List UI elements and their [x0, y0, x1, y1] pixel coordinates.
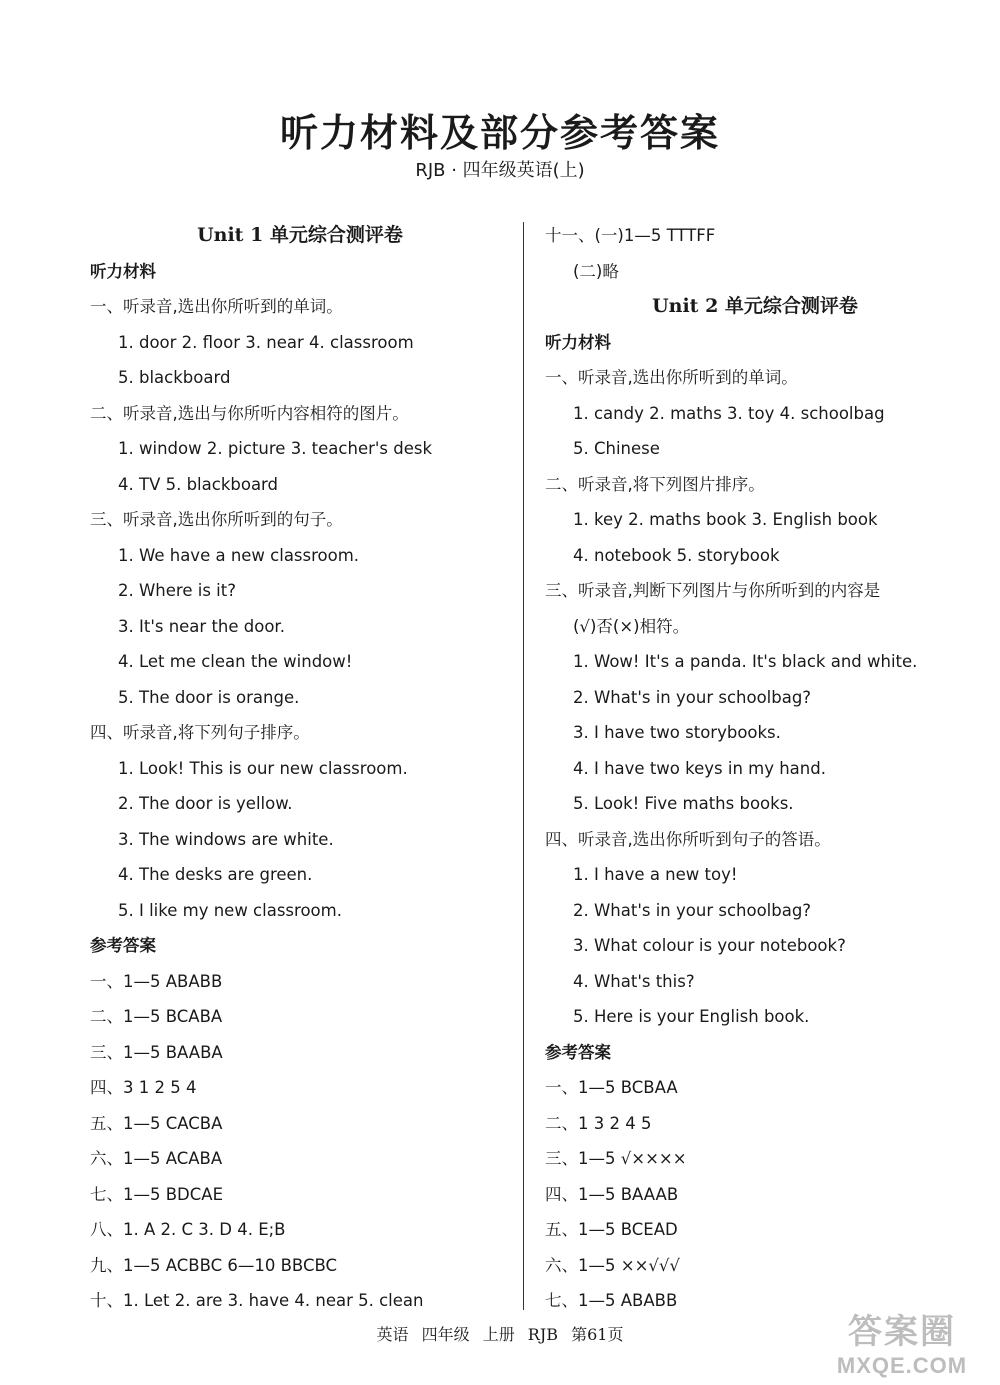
unit2-q3-sentence-5: 5. Look! Five maths books.: [573, 794, 794, 813]
watermark-logo: [812, 1304, 992, 1379]
unit1-answer-2: 二、1—5 BCABA: [90, 1007, 223, 1026]
unit2-answer-2: 二、1 3 2 4 5: [545, 1113, 652, 1133]
unit1-question-3: 三、听录音,选出你所听到的句子。: [90, 510, 343, 529]
unit2-q3-sentence-2: 2. What's in your schoolbag?: [573, 687, 812, 707]
left-column: [90, 218, 510, 1319]
unit1-title: Unit 1 单元综合测评卷: [197, 224, 403, 246]
unit2-answer-5: 五、1—5 BCEAD: [545, 1220, 678, 1239]
unit1-q4-sentence-3: 3. The windows are white.: [118, 829, 334, 849]
unit1-answers-header: 参考答案: [90, 936, 156, 955]
unit1-q3-sentence-1: 1. We have a new classroom.: [118, 545, 360, 565]
unit1-answer-8: 八、1. A 2. C 3. D 4. E;B: [90, 1220, 286, 1239]
unit2-q4-sentence-2: 2. What's in your schoolbag?: [573, 900, 812, 920]
unit2-title: Unit 2 单元综合测评卷: [652, 295, 858, 317]
unit2-question-3-line-2: (√)否(×)相符。: [573, 616, 690, 636]
page-footer: 英语 四年级 上册 RJB 第61页: [376, 1325, 624, 1344]
unit1-answer-1: 一、1—5 ABABB: [90, 971, 223, 991]
unit1-listening-header: 听力材料: [90, 261, 156, 281]
unit1-answer-3: 三、1—5 BAABA: [90, 1042, 223, 1062]
unit2-q4-sentence-1: 1. I have a new toy!: [573, 865, 738, 884]
page-title: 听力材料及部分参考答案: [279, 110, 720, 155]
unit1-answer-10: 十、1. Let 2. are 3. have 4. near 5. clean: [90, 1291, 424, 1310]
column-divider: [523, 222, 524, 1310]
unit1-question-4: 四、听录音,将下列句子排序。: [90, 723, 310, 742]
unit1-answer-7: 七、1—5 BDCAE: [90, 1184, 223, 1204]
unit1-q3-sentence-2: 2. Where is it?: [118, 581, 236, 600]
unit2-question-3-line-1: 三、听录音,判断下列图片与你所听到的内容是: [545, 581, 881, 600]
unit1-q4-sentence-1: 1. Look! This is our new classroom.: [118, 758, 408, 778]
unit2-q1-items-b: 5. Chinese: [573, 439, 660, 458]
unit2-answer-6: 六、1—5 ××√√√: [545, 1255, 680, 1275]
unit2-listening-header: 听力材料: [545, 332, 611, 352]
unit2-q3-sentence-4: 4. I have two keys in my hand.: [573, 758, 826, 778]
watermark-text: 答案圈: [848, 1313, 956, 1351]
unit1-q3-sentence-4: 4. Let me clean the window!: [118, 652, 353, 671]
unit2-answer-7: 七、1—5 ABABB: [545, 1291, 678, 1310]
unit2-answer-3: 三、1—5 √××××: [545, 1149, 687, 1168]
unit1-q3-sentence-5: 5. The door is orange.: [118, 687, 300, 707]
unit1-answer-9: 九、1—5 ACBBC 6—10 BBCBC: [90, 1255, 338, 1275]
unit2-answer-4: 四、1—5 BAAAB: [545, 1184, 679, 1204]
unit2-q2-items-a: 1. key 2. maths book 3. English book: [573, 510, 878, 529]
unit1-q1-items-b: 5. blackboard: [118, 368, 231, 387]
unit2-q4-sentence-3: 3. What colour is your notebook?: [573, 936, 846, 955]
unit1-q2-items-a: 1. window 2. picture 3. teacher's desk: [118, 439, 433, 458]
unit2-question-1: 一、听录音,选出你所听到的单词。: [545, 368, 798, 387]
unit1-answer-5: 五、1—5 CACBA: [90, 1113, 223, 1133]
unit2-answer-1: 一、1—5 BCBAA: [545, 1078, 678, 1097]
unit1-answer-11: 十一、(一)1—5 TTTFF: [545, 226, 716, 245]
unit1-answer-11-part-2: (二)略: [573, 261, 619, 281]
watermark-url: MXQE.COM: [836, 1353, 968, 1378]
unit1-answer-6: 六、1—5 ACABA: [90, 1149, 223, 1168]
unit2-answers-header: 参考答案: [545, 1042, 611, 1062]
unit2-question-2: 二、听录音,将下列图片排序。: [545, 474, 765, 494]
unit1-q3-sentence-3: 3. It's near the door.: [118, 616, 285, 636]
right-column: [545, 218, 965, 1319]
unit2-q3-sentence-1: 1. Wow! It's a panda. It's black and white.: [573, 652, 918, 671]
unit1-q4-sentence-5: 5. I like my new classroom.: [118, 900, 342, 920]
unit1-q2-items-b: 4. TV 5. blackboard: [118, 474, 279, 494]
unit1-question-2: 二、听录音,选出与你所听内容相符的图片。: [90, 403, 409, 423]
unit1-question-1: 一、听录音,选出你所听到的单词。: [90, 297, 343, 316]
unit2-q2-items-b: 4. notebook 5. storybook: [573, 545, 780, 565]
unit2-question-4: 四、听录音,选出你所听到句子的答语。: [545, 829, 831, 849]
unit1-answer-4: 四、3 1 2 5 4: [90, 1078, 197, 1097]
page-subtitle: RJB · 四年级英语(上): [415, 160, 585, 181]
unit1-q4-sentence-2: 2. The door is yellow.: [118, 794, 293, 813]
unit2-q4-sentence-4: 4. What's this?: [573, 971, 695, 991]
unit1-q1-items-a: 1. door 2. floor 3. near 4. classroom: [118, 332, 414, 352]
unit2-q4-sentence-5: 5. Here is your English book.: [573, 1007, 810, 1026]
unit1-q4-sentence-4: 4. The desks are green.: [118, 865, 313, 884]
unit2-q1-items-a: 1. candy 2. maths 3. toy 4. schoolbag: [573, 403, 885, 423]
unit2-q3-sentence-3: 3. I have two storybooks.: [573, 723, 781, 742]
